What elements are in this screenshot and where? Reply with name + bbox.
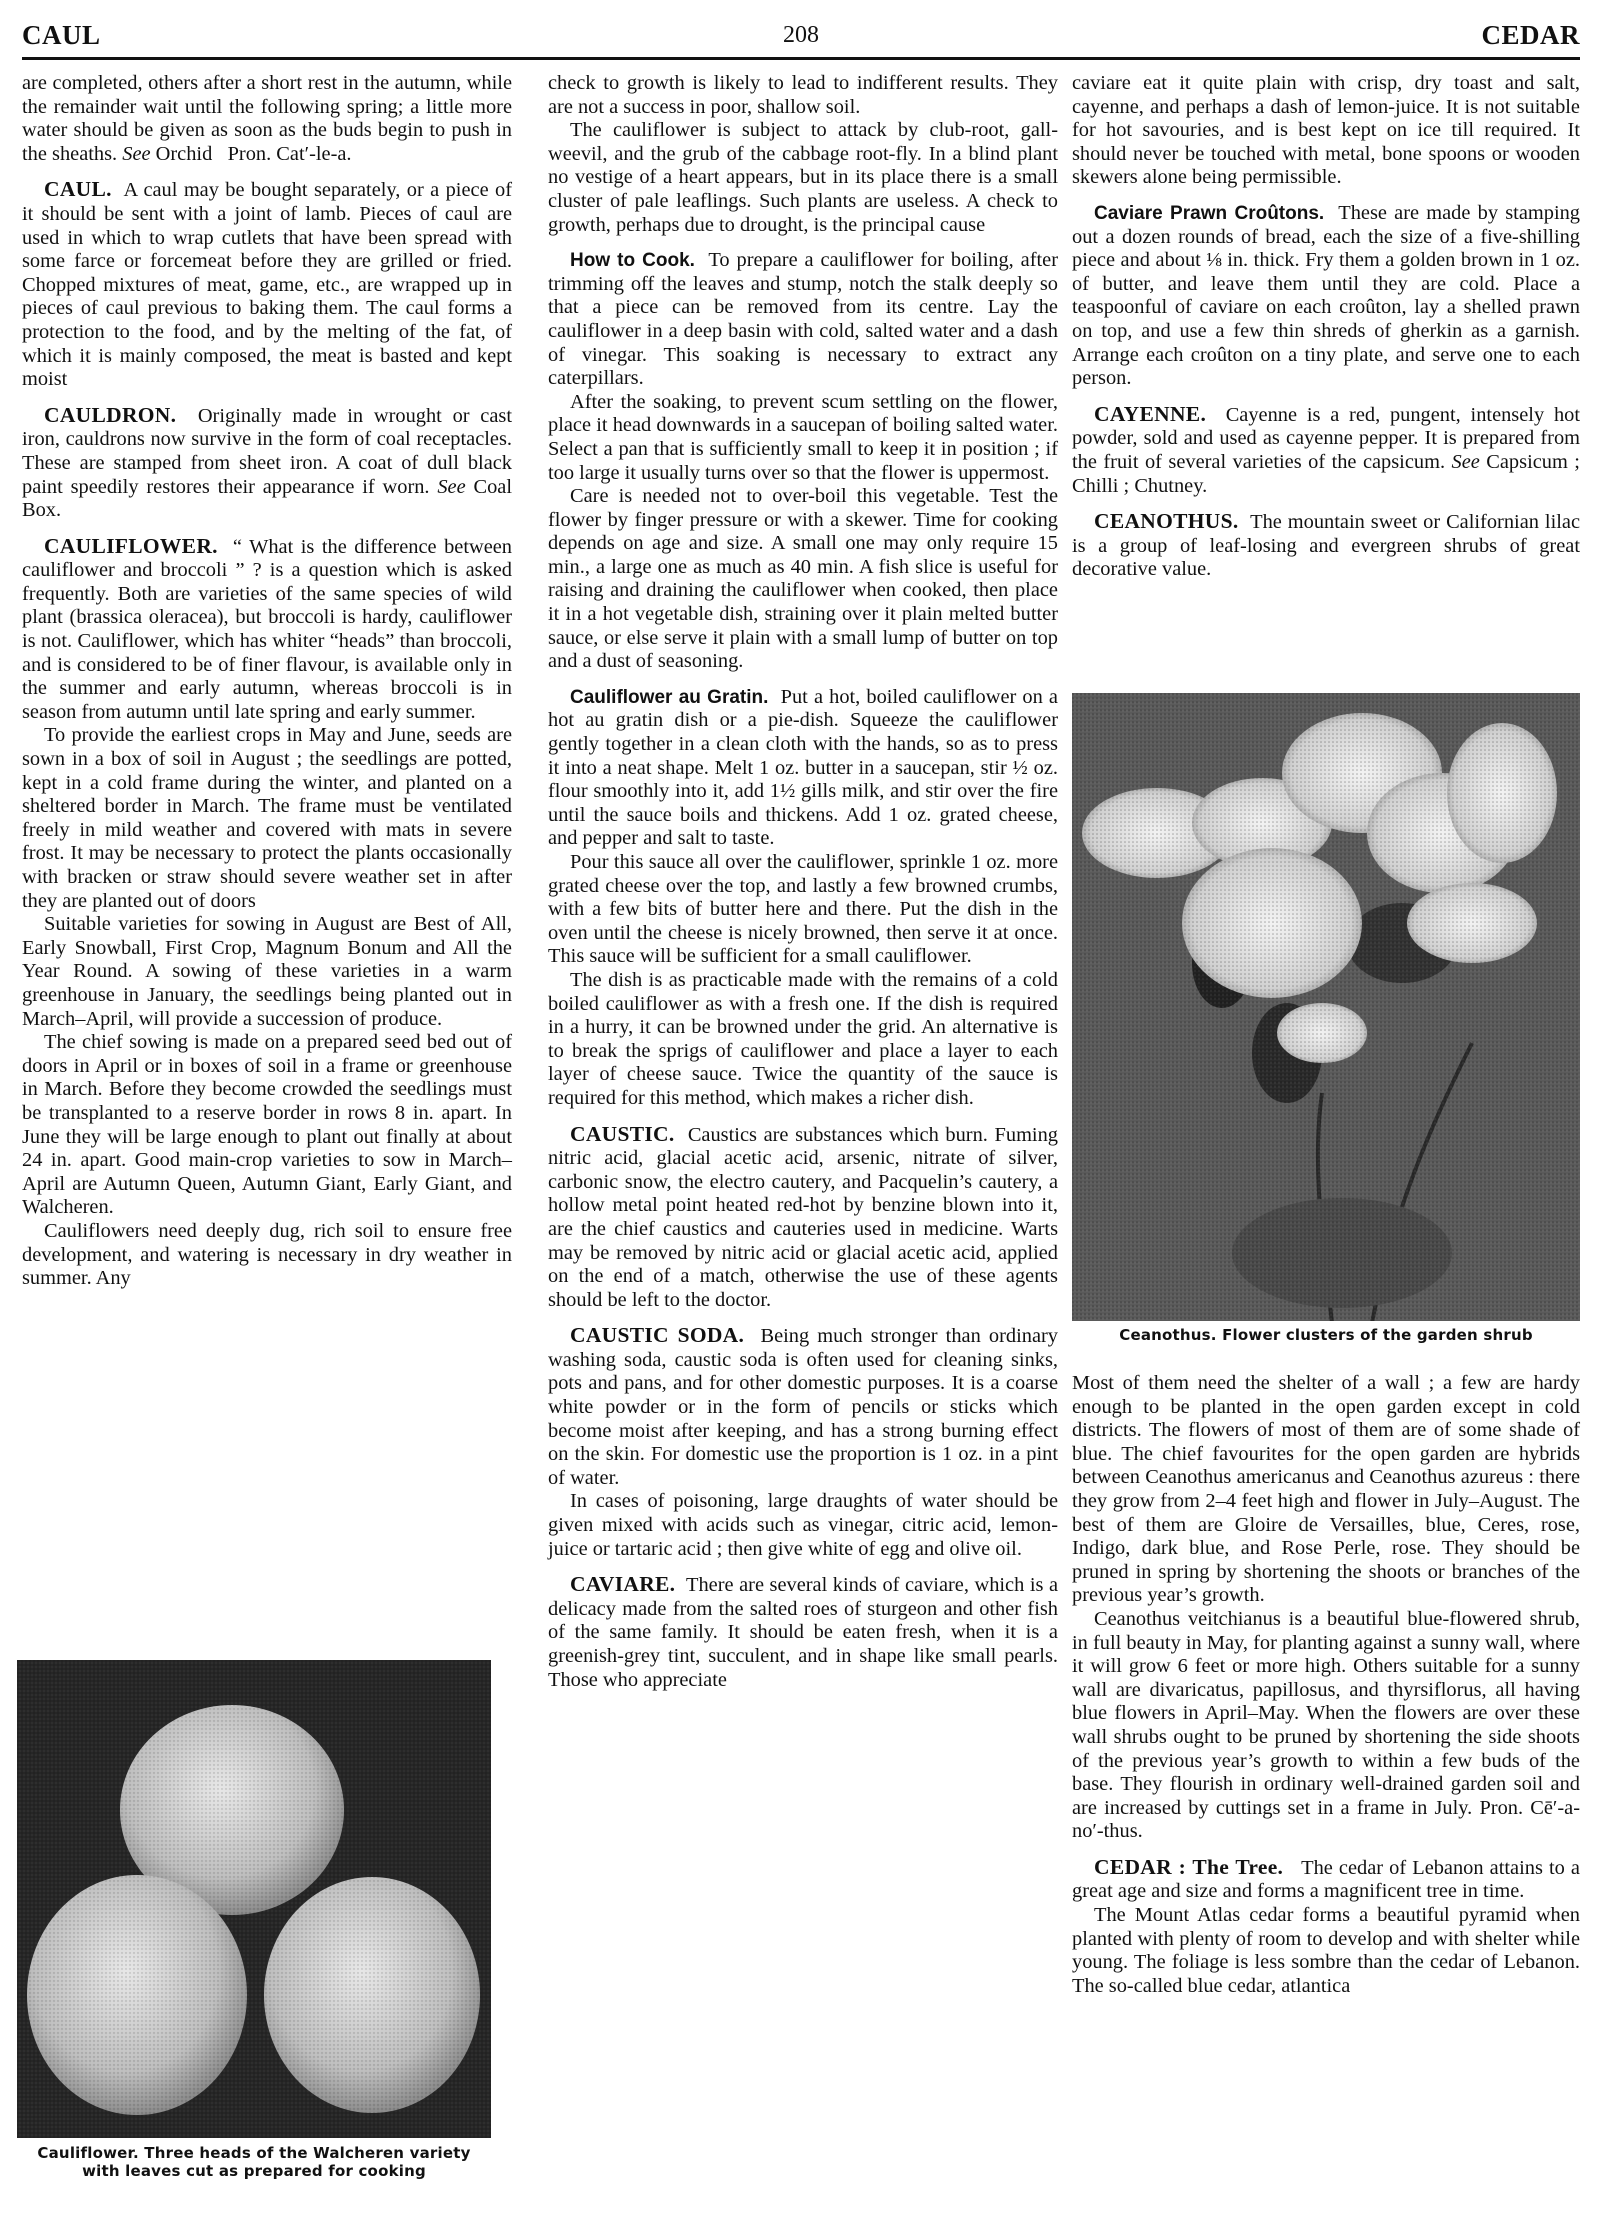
header-rule [22, 57, 1580, 60]
ceanothus-figure [1072, 693, 1580, 1344]
entry-cayenne: CAYENNE. Cayenne is a red, pungent, intensely hot powder, sold and used as cayenne pepper. It is prepared from the fruit of several varieties of the capsicum. See Capsicum ; Chilli ; Chutney. [1072, 401, 1580, 497]
headword: CAVIARE. [570, 1572, 676, 1597]
running-header [22, 14, 1580, 62]
headword: CAULIFLOWER. [44, 533, 218, 558]
cauliflower-figure [17, 1660, 491, 2180]
headword: CAUL. [44, 177, 112, 202]
page-number: 208 [783, 22, 819, 48]
column-left [22, 72, 512, 1291]
section-how-to-cook: How to Cook. To prepare a cauliflower for boiling, after trimming off the leaves and stump, notch the stalk deeply so that a piece can be removed from its centre. Lay the cauliflower in a deep basin with cold, salted water and a dash of vinegar. This soaking is necessary to extract any caterpillars. After the soaking, to prevent scum settling on the flower, place it head downwards in a saucepan of boiling salted water. Select a pan that is sufficiently small to keep it in position ; if too large it usually turns over so that the flower is uppermost. Care is needed not to over-boil this vegetable. Test the flower by finger pressure or with a skewer. Time for cooking depends on age and size. A small one may only require 15 min., a large one as much as 40 min. A fish slice is useful for raising and draining the cauliflower when cooked, then place it in a hot vegetable dish, straining over it plain melted butter sauce, or else serve it plain with a small lump of butter on top and a dust of seasoning. [548, 249, 1058, 673]
headword: CAYENNE. [1094, 401, 1207, 426]
column-right-top: caviare eat it quite plain with crisp, dry toast and salt, cayenne, and perhaps a dash of lemon-juice. It is not suitable for hot savouries, and is best kept on ice till required. It should never be touched with metal, bone spoons or wooden skewers alone being permissible. Caviare Prawn Croûtons. These are made by stamping out a dozen rounds of bread, each the size of a five-shilling piece and about ⅛ in. thick. Fry them a golden brown in 1 oz. of butter, and leave them until they are cold. Place a teaspoonful of caviare on each croûton, lay a shelled prawn on top, and use a few thin shreds of gherkin as a garnish. Arrange each croûton on a tiny plate, and serve one to each person. CAYENNE. Cayenne is a red, pungent, intensely hot powder, sold and used as cayenne pepper. It is prepared from the fruit of several varieties of the capsicum. See Capsicum ; Chilli ; Chutney. CEANOTHUS. The mountain sweet or Californian lilac is a group of leaf-losing and evergreen shrubs of great decorative value. [1072, 72, 1580, 581]
column-middle: check to growth is likely to lead to indifferent results. They are not a success in poor, shallow soil. The cauliflower is subject to attack by club-root, gall-weevil, and the grub of the cabbage root-fly. In a blind plant no vestige of a heart appears, but in its place there is a small cluster of pale leaflings. Such plants are useless. A check to growth, perhaps due to drought, is the principal cause How to Cook. To prepare a cauliflower for boiling, after trimming off the leaves and stump, notch the stalk deeply so that a piece can be removed from its centre. Lay the cauliflower in a deep basin with cold, salted water and a dash of vinegar. This soaking is necessary to extract any caterpillars. After the soaking, to prevent scum settling on the flower, place it head downwards in a saucepan of boiling salted water. Select a pan that is sufficiently small to keep it in position ; if too large it usually turns over so that the flower is uppermost. Care is needed not to over-boil this vegetable. Test the flower by finger pressure or with a skewer. Time for cooking depends on age and size. A small one may only require 15 min., a large one as much as 40 min. A fish slice is useful for raising and draining the cauliflower when cooked, then place it in a hot vegetable dish, straining over it plain melted butter sauce, or else serve it plain with a small lump of butter on top and a dust of seasoning. Cauliflower au Gratin. Put a hot, boiled cauliflower on a hot au gratin dish or a pie-dish. Squeeze the cauliflower gently together in a clean cloth with the hands, so as to press it into a neat shape. Melt 1 oz. butter in a saucepan, stir ½ oz. flour smoothly into it, add 1½ gills milk, and stir over the fire until the sauce boils and thickens. Add 1 oz. grated cheese, and pepper and salt to taste. Pour this sauce all over the cauliflower, sprinkle 1 oz. more grated cheese over the top, and lastly a few browned crumbs, with a few bits of butter here and there. Put the dish in the oven until the cheese is nicely browned, then serve it at once. This sauce will be sufficient for a small cauliflower. The dish is as practicable made with the remains of a cold boiled cauliflower as with a fresh one. If the dish is required in a hurry, it can be browned under the grid. An alternative is to break the sprigs of cauliflower and place a layer to each layer of cheese sauce. Twice the quantity of the sauce is required for this method, which makes a richer dish. CAUSTIC. Caustics are substances which burn. Fuming nitric acid, glacial acetic acid, arsenic, nitrate of silver, carbonic snow, the electro cautery, and Pacquelin’s cautery, a hollow metal point heated red-hot by benzine blown into it, are the chief caustics and cauteries used in medicine. Warts may be removed by nitric acid or glacial acetic acid, applied on the end of a match, otherwise the use of these agents should be left to the doctor. CAUSTIC SODA. Being much stronger than ordinary washing soda, caustic soda is often used for cleaning sinks, pots and pans, and for other domestic purposes. It is a coarse white powder or in the form of pencils or sticks which become moist after keeping, and has a strong burning effect on the skin. For domestic use the proportion is 1 oz. in a pint of water. In cases of poisoning, large draughts of water should be given mixed with acids such as vinegar, citric acid, lemon-juice or tartaric acid ; then give white of egg and olive oil. CAVIARE. There are several kinds of caviare, which is a delicacy made from the salted roes of sturgeon and other fish of the same family. It should be eaten fresh, when it is a greenish-grey tint, succulent, and in shape like small pearls. Those who appreciate [548, 72, 1059, 1691]
right-guide-word: CEDAR [1481, 20, 1580, 50]
subheading: How to Cook. [570, 250, 695, 272]
entry-cauldron: CAULDRON. Originally made in wrought or cast iron, cauldrons now survive in the form of coal receptacles. These are stamped from sheet iron. A coat of dull black paint speedily restores their appearance if worn. See Coal Box. [22, 402, 513, 522]
ceanothus-photo [1072, 693, 1580, 1321]
subheading: Cauliflower au Gratin. [570, 686, 769, 708]
subheading: Caviare Prawn Croûtons. [1094, 202, 1325, 224]
cauliflower-caption: Cauliflower. Three heads of the Walcheren variety with leaves cut as prepared for cooking [37, 2144, 471, 2180]
continuation-paragraph: are completed, others after a short rest in the autumn, while the remainder wait until the following spring; a little more water should be given as soon as the buds begin to push in the sheaths. See Orchid Pron. Cat′-le-a. [22, 72, 512, 165]
entry-cedar: CEDAR : The Tree. The cedar of Lebanon attains to a great age and size and forms a magnificent tree in time. The Mount Atlas cedar forms a beautiful pyramid when planted with plenty of room to develop and with shelter while young. The foliage is less sombre than the cedar of Lebanon. The so-called blue cedar, atlantica [1072, 1854, 1580, 1997]
column-right-bottom: Most of them need the shelter of a wall ; a few are hardy enough to be planted in the open garden except in cold districts. The flowers of most of them are of some shade of blue. The chief favourites for the open garden are hybrids between Ceanothus americanus and Ceanothus azureus : there they grow from 2–4 feet high and flower in July–August. The best of them are Gloire de Versailles, blue, Ceres, rose, Indigo, dark blue, and Rose Perle, rose. They should be pruned in spring by shortening the shoots or branches of the previous year’s growth. Ceanothus veitchianus is a beautiful blue-flowered shrub, in full beauty in May, for planting against a sunny wall, where it will grow 6 feet or more high. Others suitable for a sunny wall are divaricatus, papillosus, and thyrsiflorus, all having blue flowers in April–May. When the flowers are over these wall shrubs ought to be pruned by shortening the side shoots of the previous year’s growth to within a few buds of the base. They flourish in ordinary well-drained garden soil and are increased by cuttings set in a frame in July. Pron. Cē′-a-no′-thus. CEDAR : The Tree. The cedar of Lebanon attains to a great age and size and forms a magnificent tree in time. The Mount Atlas cedar forms a beautiful pyramid when planted with plenty of room to develop and with shelter while young. The foliage is less sombre than the cedar of Lebanon. The so-called blue cedar, atlantica [1072, 1372, 1580, 1997]
cauliflower-photo [17, 1660, 491, 2138]
headword: CAULDRON. [44, 402, 177, 427]
headword: CAUSTIC SODA. [570, 1323, 745, 1348]
entry-caustic-soda: CAUSTIC SODA. Being much stronger than ordinary washing soda, caustic soda is often used for cleaning sinks, pots and pans, and for other domestic purposes. It is a coarse white powder or in the form of pencils or sticks which become moist after keeping, and has a strong burning effect on the skin. For domestic use the proportion is 1 oz. in a pint of water. In cases of poisoning, large draughts of water should be given mixed with acids such as vinegar, citric acid, lemon-juice or tartaric acid ; then give white of egg and olive oil. [548, 1323, 1059, 1560]
entry-caustic: CAUSTIC. Caustics are substances which burn. Fuming nitric acid, glacial acetic acid, arsenic, nitrate of silver, carbonic snow, the electro cautery, and Pacquelin’s cautery, a hollow metal point heated red-hot by benzine blown into it, are the chief caustics and cauteries used in medicine. Warts may be removed by nitric acid or glacial acetic acid, applied on the end of a match, otherwise the use of these agents should be left to the doctor. [548, 1121, 1058, 1311]
entry-cauliflower: CAULIFLOWER. “ What is the difference between cauliflower and broccoli ” ? is a question which is asked frequently. Both are varieties of the same species of wild plant (brassica oleracea), but broccoli is hardy, cauliflower is not. Cauliflower, which has whiter “heads” than broccoli, and is considered to be of finer flavour, is available only in the summer and early autumn, whereas broccoli is in season from autumn until late spring and early summer. To provide the earliest crops in May and June, seeds are sown in a box of soil in August ; the seedlings are potted, kept in a cold frame during the winter, and planted on a sheltered border in March. The frame must be ventilated freely in mild weather and covered with mats in severe frost. It may be necessary to protect the plants occasionally with bracken or straw should severe weather set in after they are planted out of doors Suitable varieties for sowing in August are Best of All, Early Snowball, First Crop, Magnum Bonum and All the Year Round. A sowing of these varieties in a warm greenhouse in January, the seedlings being planted out in March–April, will provide a succession of produce. The chief sowing is made on a prepared seed bed out of doors in April or in boxes of soil in a frame or greenhouse in March. Before they become crowded the seedlings must be transplanted to a reserve border in rows 8 in. apart. In June they will be large enough to plant out finally at about 24 in. apart. Good main-crop varieties to sow in March–April are Autumn Queen, Autumn Giant, Early Giant, and Walcheren. Cauliflowers need deeply dug, rich soil to ensure free development, and watering is necessary in dry weather in summer. Any [22, 533, 513, 1290]
headword: CEANOTHUS. [1094, 509, 1239, 534]
entry-ceanothus: CEANOTHUS. The mountain sweet or Californian lilac is a group of leaf-losing and evergreen shrubs of great decorative value. [1072, 509, 1580, 581]
entry-caviare: CAVIARE. There are several kinds of caviare, which is a delicacy made from the salted roes of sturgeon and other fish of the same family. It should be eaten fresh, when it is a greenish-grey tint, succulent, and in shape like small pearls. Those who appreciate [548, 1572, 1058, 1691]
left-guide-word: CAUL [22, 20, 101, 50]
headword: CEDAR : The Tree. [1094, 1854, 1284, 1879]
section-au-gratin: Cauliflower au Gratin. Put a hot, boiled cauliflower on a hot au gratin dish or a pie-dish. Squeeze the cauliflower gently together in a clean cloth with the hands, so as to press it into a neat shape. Melt 1 oz. butter in a saucepan, stir ½ oz. flour smoothly into it, add 1½ gills milk, and stir over the fire until the sauce boils and thickens. Add 1 oz. grated cheese, and pepper and salt to taste. Pour this sauce all over the cauliflower, sprinkle 1 oz. more grated cheese over the top, and lastly a few browned crumbs, with a few bits of butter here and there. Put the dish in the oven until the cheese is nicely browned, then serve it at once. This sauce will be sufficient for a small cauliflower. The dish is as practicable made with the remains of a cold boiled cauliflower as with a fresh one. If the dish is required in a hurry, it can be browned under the grid. An alternative is to break the sprigs of cauliflower and place a layer to each layer of cheese sauce. Twice the quantity of the sauce is required for this method, which makes a richer dish. [548, 685, 1058, 1109]
entry-caul: CAUL. A caul may be bought separately, or a piece of it should be sent with a joint of lamb. Pieces of caul are used in which to wrap cutlets that have been spread with some farce or forcemeat before they are grilled or fried. Chopped mixtures of meat, game, etc., are wrapped up in pieces of caul previous to baking them. The caul forms a protection to the food, and by the melting of the fat, of which it is mainly composed, the meat is basted and kept moist [22, 177, 513, 391]
headword: CAUSTIC. [570, 1121, 675, 1146]
section-prawn-croutons: Caviare Prawn Croûtons. These are made by stamping out a dozen rounds of bread, each the size of a five-shilling piece and about ⅛ in. thick. Fry them a golden brown in 1 oz. of butter, and leave them until they are cold. Place a teaspoonful of caviare on each croûton, lay a shelled prawn on top, and use a few thin shreds of gherkin as a garnish. Arrange each croûton on a tiny plate, and serve one to each person. [1072, 201, 1580, 390]
ceanothus-caption: Ceanothus. Flower clusters of the garden shrub [1119, 1326, 1533, 1344]
